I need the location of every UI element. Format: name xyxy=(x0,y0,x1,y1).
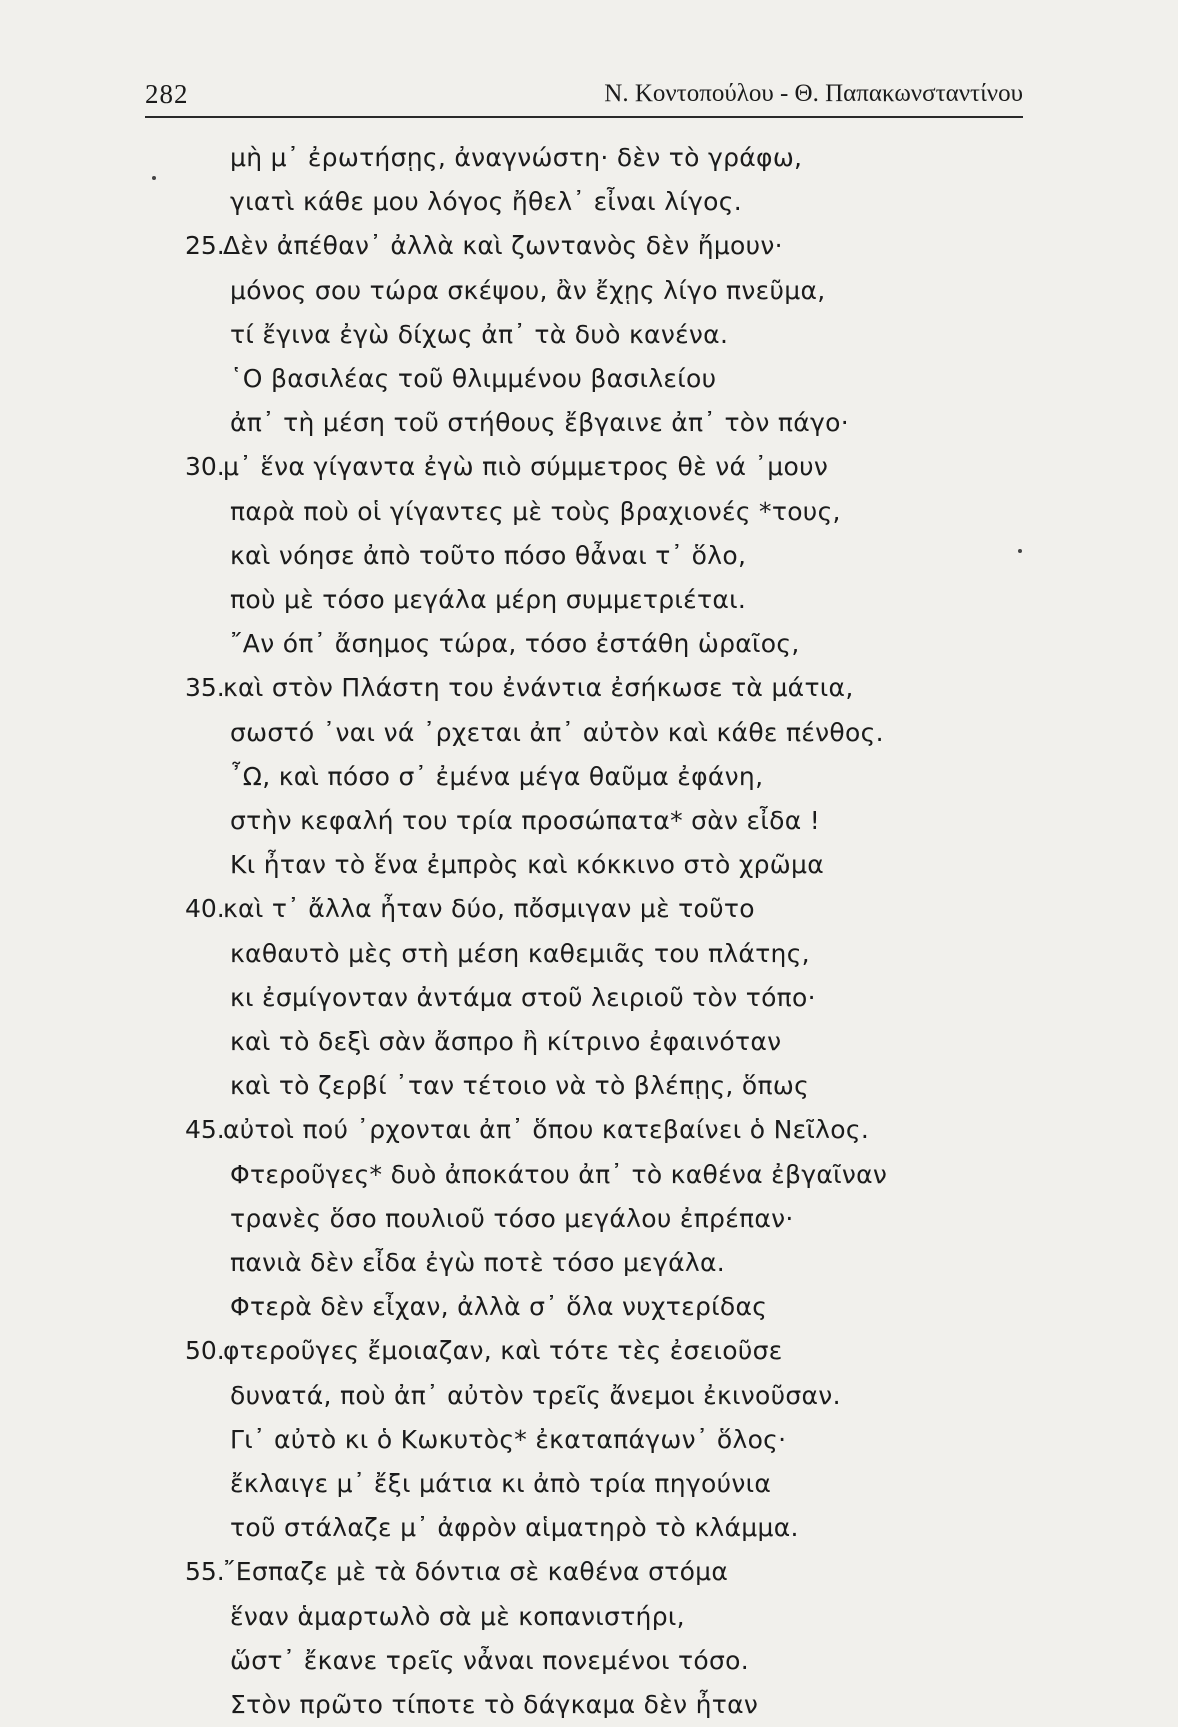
line-number: 25. xyxy=(185,231,225,261)
verse-text: ῎Εσπαζε μὲ τὰ δόντια σὲ καθένα στόμα xyxy=(223,1557,729,1587)
page-header xyxy=(145,76,1023,118)
verse-line xyxy=(0,622,1100,666)
verse-line xyxy=(0,1595,1100,1639)
line-number: 55. xyxy=(185,1557,225,1587)
verse-line xyxy=(0,887,1100,931)
verse-line xyxy=(0,224,1100,268)
verse-line xyxy=(0,1550,1100,1594)
verse-text: παρὰ ποὺ οἱ γίγαντες μὲ τοὺς βραχιονές *τους, xyxy=(230,496,841,526)
line-number: 40. xyxy=(185,894,225,924)
verse-text: φτεροῦγες ἔμοιαζαν, καὶ τότε τὲς ἐσειοῦσε xyxy=(223,1336,783,1366)
verse-line xyxy=(0,1462,1100,1506)
verse-line xyxy=(0,1153,1100,1197)
verse-line xyxy=(0,976,1100,1020)
line-number: 50. xyxy=(185,1336,225,1366)
verse-line xyxy=(0,1506,1100,1550)
verse-line xyxy=(0,1329,1100,1373)
line-number: 45. xyxy=(185,1115,225,1145)
verse-line xyxy=(0,578,1100,622)
verse-text: τί ἔγινα ἐγὼ δίχως ἀπ᾿ τὰ δυὸ κανένα. xyxy=(230,319,729,349)
verse-line xyxy=(0,401,1100,445)
verse-line xyxy=(0,1020,1100,1064)
verse-text: στὴν κεφαλή του τρία προσώπατα* σὰν εἶδα ! xyxy=(230,806,821,835)
verse-text: μ᾿ ἕνα γίγαντα ἐγὼ πιὸ σύμμετρος θὲ νά ᾿μουν xyxy=(223,452,829,482)
verse-line xyxy=(0,136,1100,180)
verse-text: μὴ μ᾿ ἐρωτήσῃς, ἀναγνώστη· δὲν τὸ γράφω, xyxy=(230,143,803,172)
verse-line xyxy=(0,1241,1100,1285)
verse-text: καὶ νόησε ἀπὸ τοῦτο πόσο θἆναι τ᾿ ὅλο, xyxy=(230,540,747,570)
verse-text: Γι᾿ αὐτὸ κι ὁ Κωκυτὸς* ἐκαταπάγων᾿ ὅλος· xyxy=(230,1424,787,1454)
verse-line xyxy=(0,1108,1100,1152)
line-number: 30. xyxy=(185,452,225,482)
verse-line xyxy=(0,711,1100,755)
verse-text: ἕναν ἁμαρτωλὸ σὰ μὲ κοπανιστήρι, xyxy=(230,1601,685,1631)
verse-line xyxy=(0,932,1100,976)
verse-line xyxy=(0,534,1100,578)
verse-text: ἔκλαιγε μ᾿ ἔξι μάτια κι ἀπὸ τρία πηγούνια xyxy=(230,1469,772,1498)
verse-text: ὥστ᾿ ἔκανε τρεῖς νἆναι πονεμένοι τόσο. xyxy=(230,1645,749,1675)
verse-text: δυνατά, ποὺ ἀπ᾿ αὐτὸν τρεῖς ἄνεμοι ἐκινοῦσαν. xyxy=(230,1380,841,1410)
verse-line xyxy=(0,1064,1100,1108)
verse-line xyxy=(0,490,1100,534)
verse-line xyxy=(0,1197,1100,1241)
verse-text: καθαυτὸ μὲς στὴ μέση καθεμιᾶς του πλάτης, xyxy=(230,938,810,968)
running-head: Ν. Κοντοπούλου - Θ. Παπακωνσταντίνου xyxy=(604,80,1023,107)
verse-text: Κι ἦταν τὸ ἕνα ἐμπρὸς καὶ κόκκινο στὸ χρῶμα xyxy=(230,850,824,880)
verse-line xyxy=(0,269,1100,313)
verse-line xyxy=(0,1639,1100,1683)
verse-text: Στὸν πρῶτο τίποτε τὸ δάγκαμα δὲν ἦταν xyxy=(230,1690,759,1719)
verse-line xyxy=(0,843,1100,887)
verse-text: ποὺ μὲ τόσο μεγάλα μέρη συμμετριέται. xyxy=(230,585,747,614)
verse-line xyxy=(0,357,1100,401)
verse-line xyxy=(0,313,1100,357)
verse-text: τρανὲς ὅσο πουλιοῦ τόσο μεγάλου ἐπρέπαν· xyxy=(230,1203,794,1233)
verse-text: καὶ τὸ ζερβί ᾿ταν τέτοιο νὰ τὸ βλέπῃς, ὅπως xyxy=(230,1071,810,1101)
verse-text: αὐτοὶ πού ᾿ρχονται ἀπ᾿ ὅπου κατεβαίνει ὁ Νεῖλος. xyxy=(223,1115,870,1145)
verse-text: καὶ στὸν Πλάστη του ἐνάντια ἐσήκωσε τὰ μάτια, xyxy=(223,673,854,703)
verse-line xyxy=(0,1285,1100,1329)
verse-line xyxy=(0,180,1100,224)
verse-line xyxy=(0,666,1100,710)
verse-text: ῾Ο βασιλέας τοῦ θλιμμένου βασιλείου xyxy=(230,364,717,393)
verse-text: καὶ τὸ δεξὶ σὰν ἄσπρο ἢ κίτρινο ἐφαινόταν xyxy=(230,1027,782,1056)
verse-text: καὶ τ᾿ ἄλλα ἦταν δύο, πὄσμιγαν μὲ τοῦτο xyxy=(223,894,755,924)
verse-text: γιατὶ κάθε μου λόγος ἤθελ᾿ εἶναι λίγος. xyxy=(230,187,742,217)
verse-line xyxy=(0,1683,1100,1727)
verse-text: Δὲν ἀπέθαν᾿ ἀλλὰ καὶ ζωντανὸς δὲν ἤμουν· xyxy=(223,231,783,261)
verse-text: Φτεροῦγες* δυὸ ἀποκάτου ἀπ᾿ τὸ καθένα ἐβγαῖναν xyxy=(230,1159,888,1189)
verse-text: Φτερὰ δὲν εἶχαν, ἀλλὰ σ᾿ ὅλα νυχτερίδας xyxy=(230,1292,768,1322)
verse-text: σωστό ᾿ναι νά ᾿ρχεται ἀπ᾿ αὐτὸν καὶ κάθε πένθος. xyxy=(230,717,884,747)
verse-text: κι ἐσμίγονταν ἀντάμα στοῦ λειριοῦ τὸν τόπο· xyxy=(230,982,816,1012)
line-number: 35. xyxy=(185,673,225,703)
verse-text: μόνος σου τώρα σκέψου, ἂν ἔχῃς λίγο πνεῦμα, xyxy=(230,275,826,305)
page-number: 282 xyxy=(145,79,189,109)
verse-text: ῏Ω, καὶ πόσο σ᾿ ἐμένα μέγα θαῦμα ἐφάνη, xyxy=(230,761,764,791)
verse-line xyxy=(0,1418,1100,1462)
verse-line xyxy=(0,799,1100,843)
verse-text: πανιὰ δὲν εἶδα ἐγὼ ποτὲ τόσο μεγάλα. xyxy=(230,1248,725,1277)
verse-text: ἀπ᾿ τὴ μέση τοῦ στήθους ἔβγαινε ἀπ᾿ τὸν πάγο· xyxy=(230,408,849,438)
verse-line xyxy=(0,445,1100,489)
verse-line xyxy=(0,755,1100,799)
verse-text: τοῦ στάλαζε μ᾿ ἀφρὸν αἱματηρὸ τὸ κλάμμα. xyxy=(230,1513,799,1543)
verse-line xyxy=(0,1374,1100,1418)
verse-text: ῎Αν όπ᾿ ἄσημος τώρα, τόσο ἐστάθη ὡραῖος, xyxy=(230,629,800,659)
